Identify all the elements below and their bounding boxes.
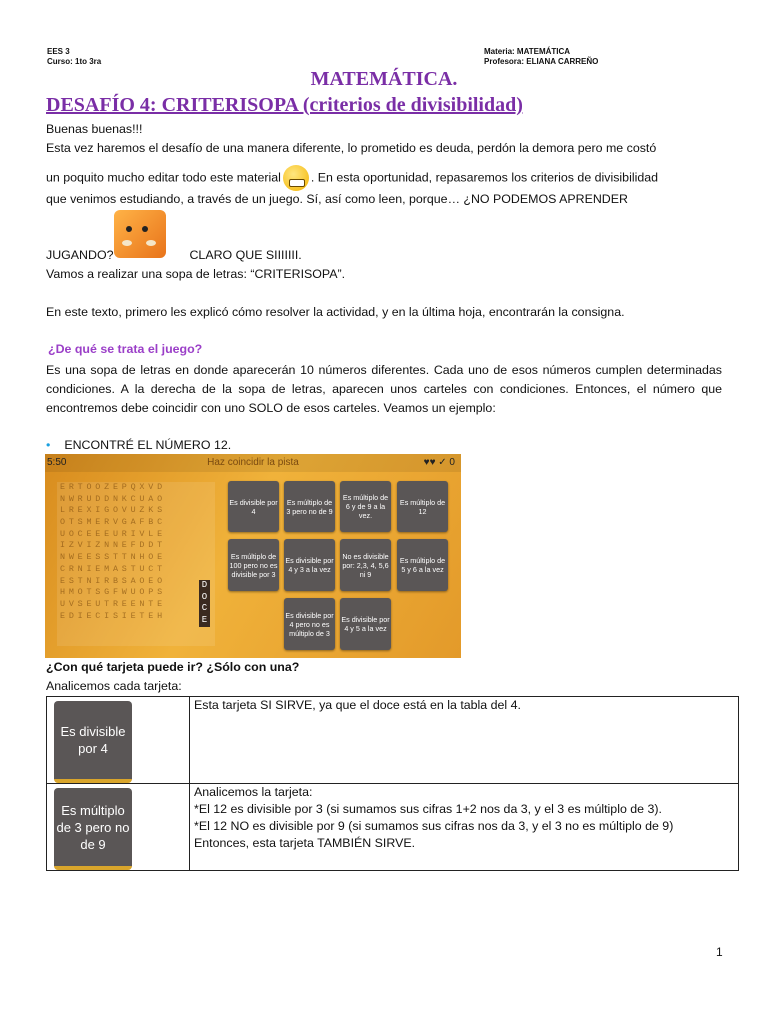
condition-card: Es múltiplo de 6 y de 9 a la vez. bbox=[340, 481, 391, 532]
highlighted-word-doce: D O C E bbox=[199, 580, 210, 627]
intro-line-5: Vamos a realizar una sopa de letras: “CRITERISOPA”. bbox=[46, 267, 346, 281]
table-row bbox=[47, 784, 739, 871]
grid-row: CRNIEMASTUCT bbox=[60, 563, 166, 574]
intro-line-1: Esta vez haremos el desafío de una manera diferente, lo prometido es deuda, perdón la demora pero me costó bbox=[46, 141, 657, 155]
page-title: MATEMÁTICA. bbox=[310, 68, 458, 90]
school-label: EES 3 bbox=[47, 47, 70, 56]
header-left bbox=[47, 47, 101, 67]
card-cell bbox=[47, 697, 190, 784]
grid-row: NWEESSTTNHOE bbox=[60, 552, 166, 563]
section-heading: ¿De qué se trata el juego? bbox=[48, 342, 203, 356]
intro-line-3: que venimos estudiando, a través de un juego. Sí, así como leen, porque… ¿NO PODEMOS APRENDER bbox=[46, 192, 628, 206]
header-right bbox=[484, 47, 598, 67]
condition-card: No es divisible por: 2,3, 4, 5,6 ni 9 bbox=[340, 539, 391, 591]
grimace-emoji-icon bbox=[283, 165, 309, 191]
condition-card: Es múltiplo de 5 y 6 a la vez bbox=[397, 539, 448, 591]
card-multiple-3-not-9: Es múltiplo de 3 pero no de 9 bbox=[54, 788, 132, 870]
grid-row: UVSEUTREENTE bbox=[60, 598, 166, 609]
grid-row: LREXIGOVUZKS bbox=[60, 505, 166, 516]
condition-card: Es múltiplo de 100 pero no es divisible por 3 bbox=[228, 539, 279, 591]
grid-row: IZVIZNNEFDDT bbox=[60, 540, 166, 551]
grid-row: NWRUDDNKCUAO bbox=[60, 493, 166, 504]
intro-line-4: JUGANDO? CLARO QUE SIIIIIII. bbox=[46, 248, 302, 262]
analysis-table bbox=[46, 696, 739, 871]
grid-row: HMOTSGFWUOPS bbox=[60, 587, 166, 598]
condition-card: Es divisible por 4 y 3 a la vez bbox=[284, 539, 335, 591]
grid-row: ERTOOZEPQXVD bbox=[60, 482, 166, 492]
game-top-bar bbox=[45, 454, 461, 472]
analyze-label: Analicemos cada tarjeta: bbox=[46, 679, 182, 693]
bullet-item: • ENCONTRÉ EL NÚMERO 12. bbox=[46, 438, 232, 452]
analysis-cell: Esta tarjeta SI SIRVE, ya que el doce está en la tabla del 4. bbox=[190, 697, 739, 784]
bullet-dot-icon: • bbox=[46, 438, 51, 452]
greeting: Buenas buenas!!! bbox=[46, 122, 143, 136]
grid-row: OTSMERVGAFBC bbox=[60, 517, 166, 528]
teacher-label: Profesora: ELIANA CARREÑO bbox=[484, 57, 599, 66]
analysis-cell: Analicemos la tarjeta: *El 12 es divisible por 3 (si sumamos sus cifras 1+2 nos da 3, y el 3 es múltiplo de 3). *El 12 NO es divisible por 9 (si sumamos sus cifras nos da 3, y el 3 no es múltiplo de 9) Entonces, esta tarjeta TAMBIÉN SIRVE. bbox=[190, 784, 739, 871]
condition-card: Es divisible por 4 y 5 a la vez bbox=[340, 598, 391, 650]
game-status: ♥♥ ✓ 0 bbox=[423, 457, 455, 468]
section-body: Es una sopa de letras en donde aparecerán 10 números diferentes. Cada uno de esos números cumplen determinadas condiciones. A la derecha de la sopa de letras, aparecen unos carteles con condiciones. Entonces, el número que encontremos debe coincidir con uno SOLO de esos carteles. Veamos un ejemplo: bbox=[46, 363, 722, 415]
grid-row: ESTNIRBSAOEO bbox=[60, 575, 166, 586]
page-subtitle: DESAFÍO 4: CRITERISOPA (criterios de divisibilidad) bbox=[46, 94, 523, 116]
intro-line-2: un poquito mucho editar todo este material . En esta oportunidad, repasaremos los criterios de divisibilidad bbox=[46, 165, 722, 191]
grid-row: EDIECISIETEH bbox=[60, 610, 166, 621]
game-timer: 5:50 bbox=[47, 457, 67, 468]
condition-card: Es múltiplo de 3 pero no de 9 bbox=[284, 481, 335, 532]
condition-card: Es múltiplo de 12 bbox=[397, 481, 448, 532]
card-cell bbox=[47, 784, 190, 871]
intro-line-6: En este texto, primero les explicó cómo resolver la actividad, y en la última hoja, encontrarán la consigna. bbox=[46, 305, 625, 319]
game-title: Haz coincidir la pista bbox=[207, 457, 299, 468]
card-divisible-4: Es divisible por 4 bbox=[54, 701, 132, 783]
page-number: 1 bbox=[716, 945, 723, 959]
condition-card: Es divisible por 4 pero no es múltiplo de 3 bbox=[284, 598, 335, 650]
table-row bbox=[47, 697, 739, 784]
letter-grid bbox=[57, 482, 215, 646]
question-which-card: ¿Con qué tarjeta puede ir? ¿Sólo con una? bbox=[46, 660, 300, 674]
game-screenshot bbox=[45, 454, 461, 658]
condition-card: Es divisible por 4 bbox=[228, 481, 279, 532]
subject-label: Materia: MATEMÁTICA bbox=[484, 47, 571, 56]
grid-row: UOCEEEURIVLE bbox=[60, 528, 166, 539]
course-label: Curso: 1to 3ra bbox=[47, 57, 102, 66]
